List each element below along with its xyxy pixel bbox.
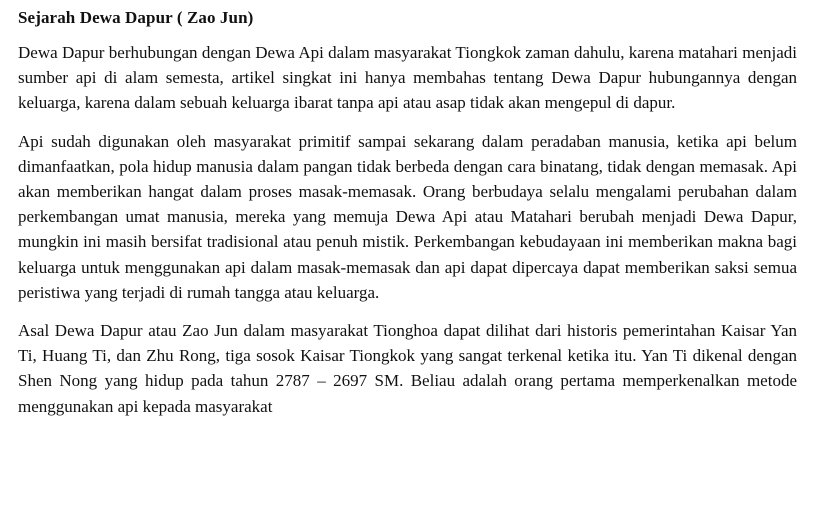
paragraph-2: Api sudah digunakan oleh masyarakat primitif sampai sekarang dalam peradaban manusia, ketika api belum dimanfaatkan, pola hidup manusia dalam pangan tidak berbeda dengan cara binatang, tidak dengan memasak. Api akan memberikan hangat dalam proses masak-memasak. Orang berbudaya selalu mengalami perubahan dalam perkembangan umat manusia, mereka yang memuja Dewa Api atau Matahari berubah menjadi Dewa Dapur, mungkin ini masih bersifat tradisional atau penuh mistik. Perkembangan kebudayaan ini memberikan makna bagi keluarga untuk menggunakan api dalam masak-memasak dan api dapat dipercaya dapat memberikan saksi semua peristiwa yang terjadi di rumah tangga atau keluarga.	[18, 131, 797, 302]
document-title: Sejarah Dewa Dapur ( Zao Jun)	[18, 8, 254, 27]
paragraph-1: Dewa Dapur berhubungan dengan Dewa Api dalam masyarakat Tiongkok zaman dahulu, karena matahari menjadi sumber api di alam semesta, artikel singkat ini hanya membahas tentang Dewa Dapur hubungannya dengan keluarga, karena dalam sebuah keluarga ibarat tanpa api atau asap tidak akan mengepul di dapur.	[18, 43, 797, 113]
paragraph-3: Asal Dewa Dapur atau Zao Jun dalam masyarakat Tionghoa dapat dilihat dari historis pemerintahan Kaisar Yan Ti, Huang Ti, dan Zhu Rong, tiga sosok Kaisar Tiongkok yang sangat terkenal ketika itu. Yan Ti dikenal dengan Shen Nong yang hidup pada tahun 2787 – 2697 SM. Beliau adalah orang pertama memperkenalkan metode menggunakan api kepada masyarakat	[18, 321, 797, 416]
